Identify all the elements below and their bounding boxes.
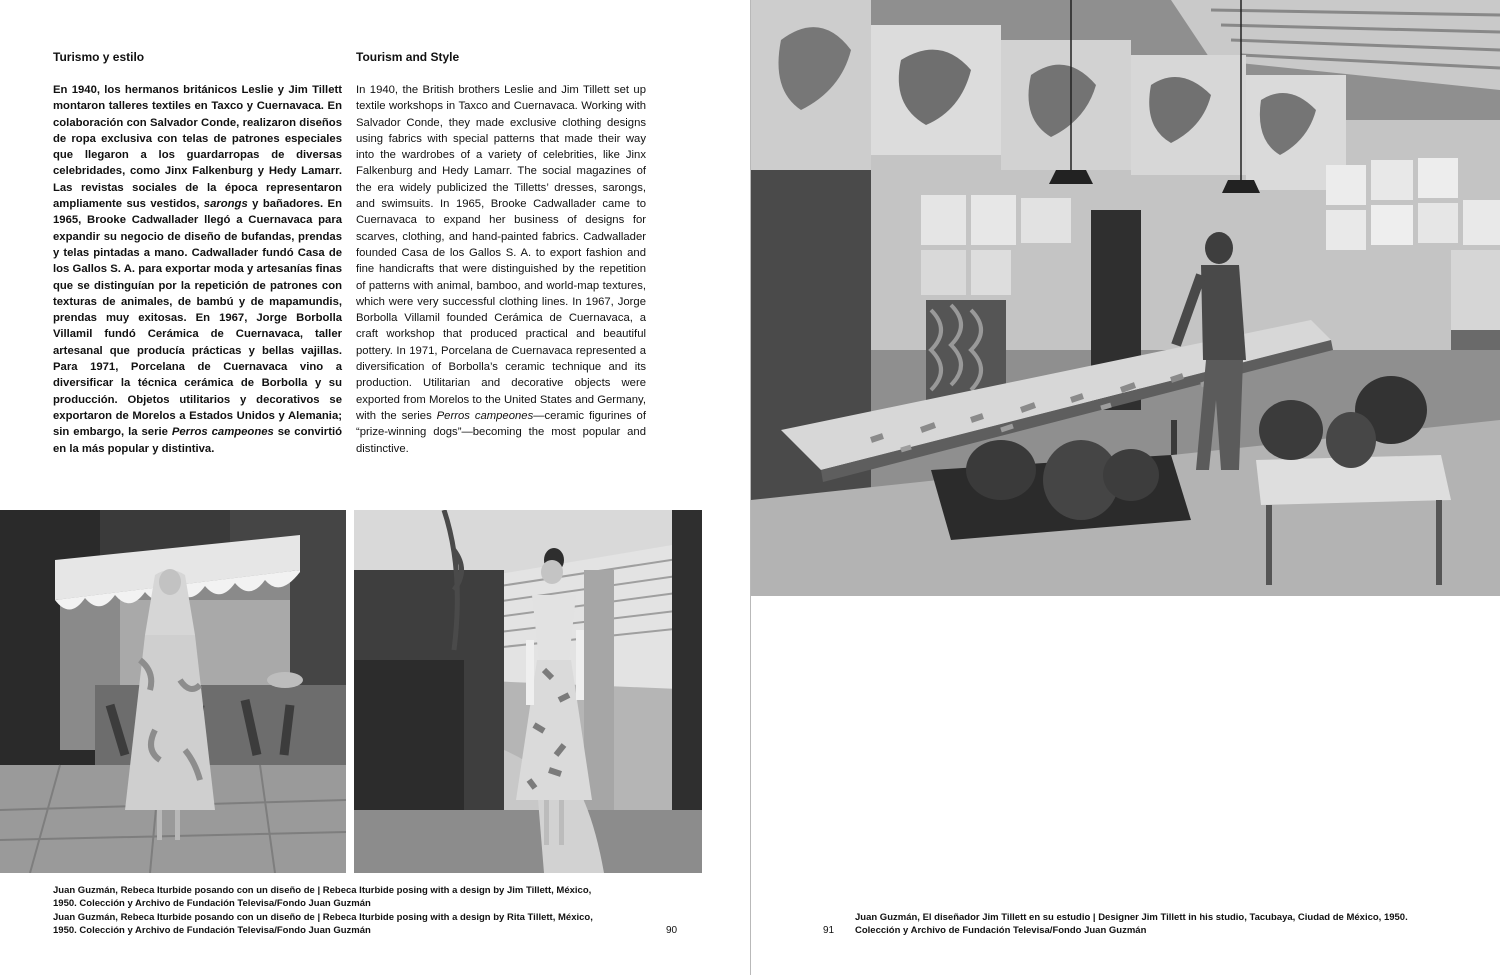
photo-caption-1: Juan Guzmán, Rebeca Iturbide posando con un diseño de | Rebeca Iturbide posing with a design by Jim Tillett, México, 1950. Colección y Archivo de Fundación Televisa/Fondo Juan Guzmán — [53, 885, 592, 909]
english-column — [356, 82, 646, 457]
photo-garden-portrait-image — [354, 510, 702, 873]
english-heading: Tourism and Style — [356, 50, 460, 64]
photo-caption-2: Juan Guzmán, Rebeca Iturbide posando con un diseño de | Rebeca Iturbide posing with a design by Rita Tillett, México, 1950. Colección y Archivo de Fundación Televisa/Fondo Juan Guzmán — [53, 912, 593, 936]
spanish-heading: Turismo y estilo — [53, 50, 145, 64]
english-paragraph: In 1940, the British brothers Leslie and Jim Tillett set up textile workshops in Taxco and Cuernavaca. Working with Salvador Conde, they made exclusive clothing designs using fabrics with special patterns that made their way into the wardrobes of a variety of celebrities, like Jinx Falkenburg and Hedy Lamarr. The social magazines of the era widely publicized the Tilletts’ dresses, sarongs, and swimsuits. In 1965, Brooke Cadwallader came to Cuernavaca to expand her business of designs for scarves, clothing, and hand-painted fabrics. Cadwallader founded Casa de los Gallos S. A. to export fashion and fine handicrafts that were distinguished by the repetition of patterns with animal, bamboo, and world-map textures, which were very successful clothing lines. In 1967, Jorge Borbolla Villamil founded Cerámica de Cuernavaca, a craft workshop that produced practical and beautiful pottery. In 1971, Porcelana de Cuernavaca represented a diversification of Borbolla’s ceramic technique and its production. Utilitarian and decorative objects were exported from Morelos to the United States and Germany, with the series Perros campeones—ceramic figurines of “prize-winning dogs”—becoming the most popular and distinctive. — [356, 84, 646, 455]
spanish-column — [53, 82, 342, 457]
page-number-right: 91 — [823, 925, 835, 936]
spanish-paragraph: En 1940, los hermanos británicos Leslie y Jim Tillett montaron talleres textiles en Taxco y Cuernavaca. En colaboración con Salvador Conde, realizaron diseños de ropa exclusiva con telas de patrones especiales que llegaron a los guardarropas de diversas celebridades, como Jinx Falkenburg y Hedy Lamarr. Las revistas sociales de la época representaron ampliamente sus vestidos, sarongs y bañadores. En 1965, Brooke Cadwallader llegó a Cuernavaca para expandir su negocio de diseño de bufandas, prendas y telas pintadas a mano. Cadwallader fundó Casa de los Gallos S. A. para exportar moda y artesanías finas que se distinguían por la repetición de patrones con texturas de animales, de bambú y de mapamundis, prendas muy exitosas. En 1967, Jorge Borbolla Villamil fundó Cerámica de Cuernavaca, taller artesanal que producía prácticas y bellas vajillas. Para 1971, Porcelana de Cuernavaca vino a diversificar la técnica cerámica de Borbolla y su producción. Objetos utilitarios y decorativos se exportaron de Morelos a Estados Unidos y Alemania; sin embargo, la serie Perros campeones se convirtió en la más popular y distintiva. — [53, 84, 343, 455]
photo-garden-portrait — [354, 510, 702, 873]
photo-tillett-studio-image — [751, 0, 1500, 596]
right-page — [751, 0, 1500, 975]
page-number-left: 90 — [666, 925, 678, 936]
photo-awning-portrait — [0, 510, 346, 873]
photo-awning-portrait-image — [0, 510, 346, 873]
studio-photo-caption: Juan Guzmán, El diseñador Jim Tillett en su estudio | Designer Jim Tillett in his studio, Tacubaya, Ciudad de México, 1950. Colección y Archivo de Fundación Televisa/Fondo Juan Guzmán — [855, 912, 1408, 936]
photo-tillett-studio — [751, 0, 1500, 596]
